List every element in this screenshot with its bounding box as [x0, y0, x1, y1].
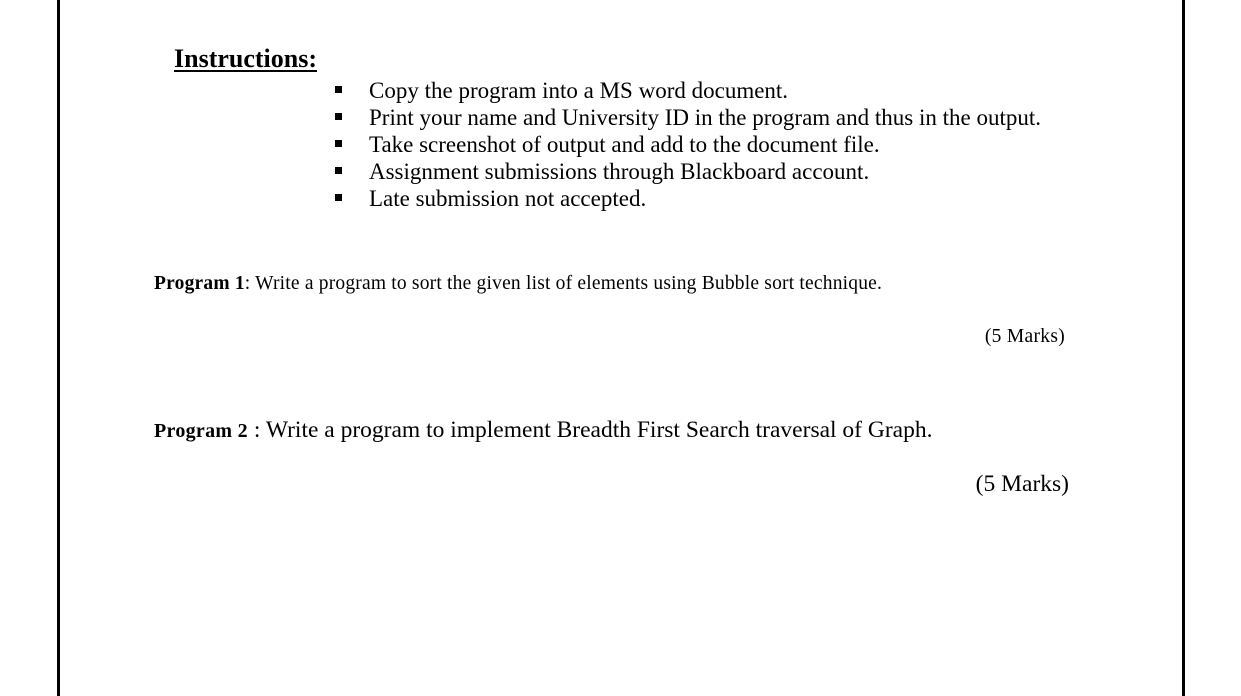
program-1-statement	[154, 272, 882, 296]
square-bullet-icon	[335, 194, 342, 201]
instruction-text: Print your name and University ID in the program and thus in the output.	[369, 105, 1041, 130]
list-item	[333, 104, 1041, 131]
list-item	[333, 131, 1041, 158]
instruction-text: Take screenshot of output and add to the document file.	[369, 132, 880, 157]
program-1-description: Write a program to sort the given list of elements using Bubble sort technique.	[255, 273, 883, 294]
instruction-text: Assignment submissions through Blackboard account.	[369, 159, 870, 184]
program-1-separator: :	[244, 273, 256, 294]
list-item	[333, 158, 1041, 185]
program-1-marks: (5 Marks)	[984, 326, 1065, 347]
program-1-label: Program 1	[154, 273, 245, 294]
list-item	[333, 77, 1041, 104]
square-bullet-icon	[335, 167, 342, 174]
square-bullet-icon	[335, 113, 342, 120]
program-2-statement	[154, 416, 932, 445]
list-item	[333, 185, 1041, 212]
square-bullet-icon	[335, 140, 342, 147]
program-2-description: Write a program to implement Breadth First Search traversal of Graph.	[265, 417, 933, 443]
program-2-label: Program 2	[154, 420, 248, 442]
program-2-separator: :	[247, 417, 266, 443]
instruction-list	[333, 77, 1041, 212]
instruction-text: Late submission not accepted.	[369, 186, 647, 211]
square-bullet-icon	[335, 86, 342, 93]
instruction-text: Copy the program into a MS word document.	[369, 78, 789, 103]
instructions-heading: Instructions:	[174, 44, 318, 73]
program-2-marks: (5 Marks)	[975, 471, 1069, 497]
